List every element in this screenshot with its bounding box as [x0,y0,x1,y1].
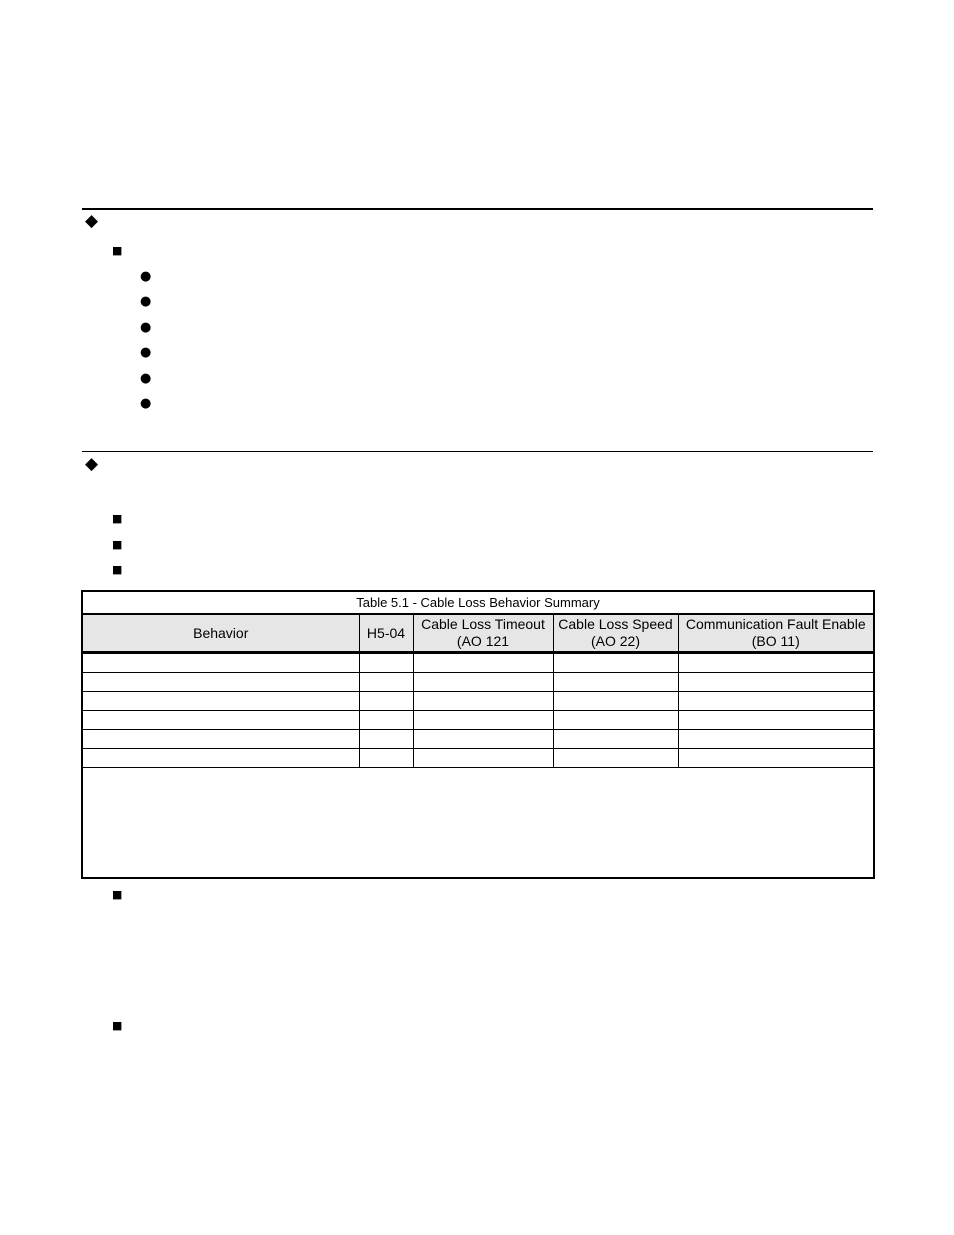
table-cell [413,653,553,673]
table-cell [678,692,873,711]
table-cell [359,730,413,749]
table-cell [359,653,413,673]
table-row [83,730,873,749]
square-bullet-icon: ■ [112,538,123,551]
square-bullet-icon: ■ [112,888,123,901]
square-bullet-icon: ■ [112,1019,123,1032]
round-bullet-icon: ● [140,320,152,335]
table-cell [359,749,413,768]
cable-loss-table [81,590,875,879]
square-bullet-icon: ■ [112,563,123,576]
round-bullet-icon: ● [140,345,152,360]
table-cell [359,711,413,730]
table-cell [553,730,678,749]
table-row [83,673,873,692]
round-bullet-icon: ● [140,396,152,411]
header-h5-04: H5-04 [359,614,413,653]
table-cell [553,711,678,730]
table-cell [83,711,359,730]
square-bullet-icon: ■ [112,512,123,525]
round-bullet-icon: ● [140,371,152,386]
table-cell [553,749,678,768]
table-cell [678,730,873,749]
table-cell [413,692,553,711]
table-cell [678,673,873,692]
header-communication-fault-enable: Communication Fault Enable (BO 11) [678,614,873,653]
table-row [83,692,873,711]
header-cable-loss-timeout: Cable Loss Timeout (AO 121 [413,614,553,653]
table-cell [83,730,359,749]
table-row [83,653,873,673]
table-cell [553,673,678,692]
round-bullet-icon: ● [140,294,152,309]
table-cell [83,653,359,673]
square-bullet-icon: ■ [112,244,123,257]
table-cell [359,692,413,711]
header-behavior: Behavior [83,614,359,653]
table-cell [678,749,873,768]
table-cell [413,673,553,692]
diamond-icon: ◆ [85,454,99,474]
table-header-row [83,614,873,653]
table-cell [83,749,359,768]
cable-loss-grid [83,613,873,768]
table-cell [359,673,413,692]
table-cell [413,749,553,768]
table-cell [83,692,359,711]
section-rule-2 [82,451,873,452]
round-bullet-icon: ● [140,269,152,284]
table-cell [553,653,678,673]
table-cell [678,653,873,673]
diamond-icon: ◆ [85,211,99,231]
table-notes [83,772,873,876]
table-row [83,749,873,768]
table-cell [413,711,553,730]
section-rule-1 [82,208,873,210]
table-row [83,711,873,730]
table-cell [83,673,359,692]
table-caption: Table 5.1 - Cable Loss Behavior Summary [356,595,600,610]
table-cell [413,730,553,749]
table-cell [678,711,873,730]
table-cell [553,692,678,711]
header-cable-loss-speed: Cable Loss Speed (AO 22) [553,614,678,653]
